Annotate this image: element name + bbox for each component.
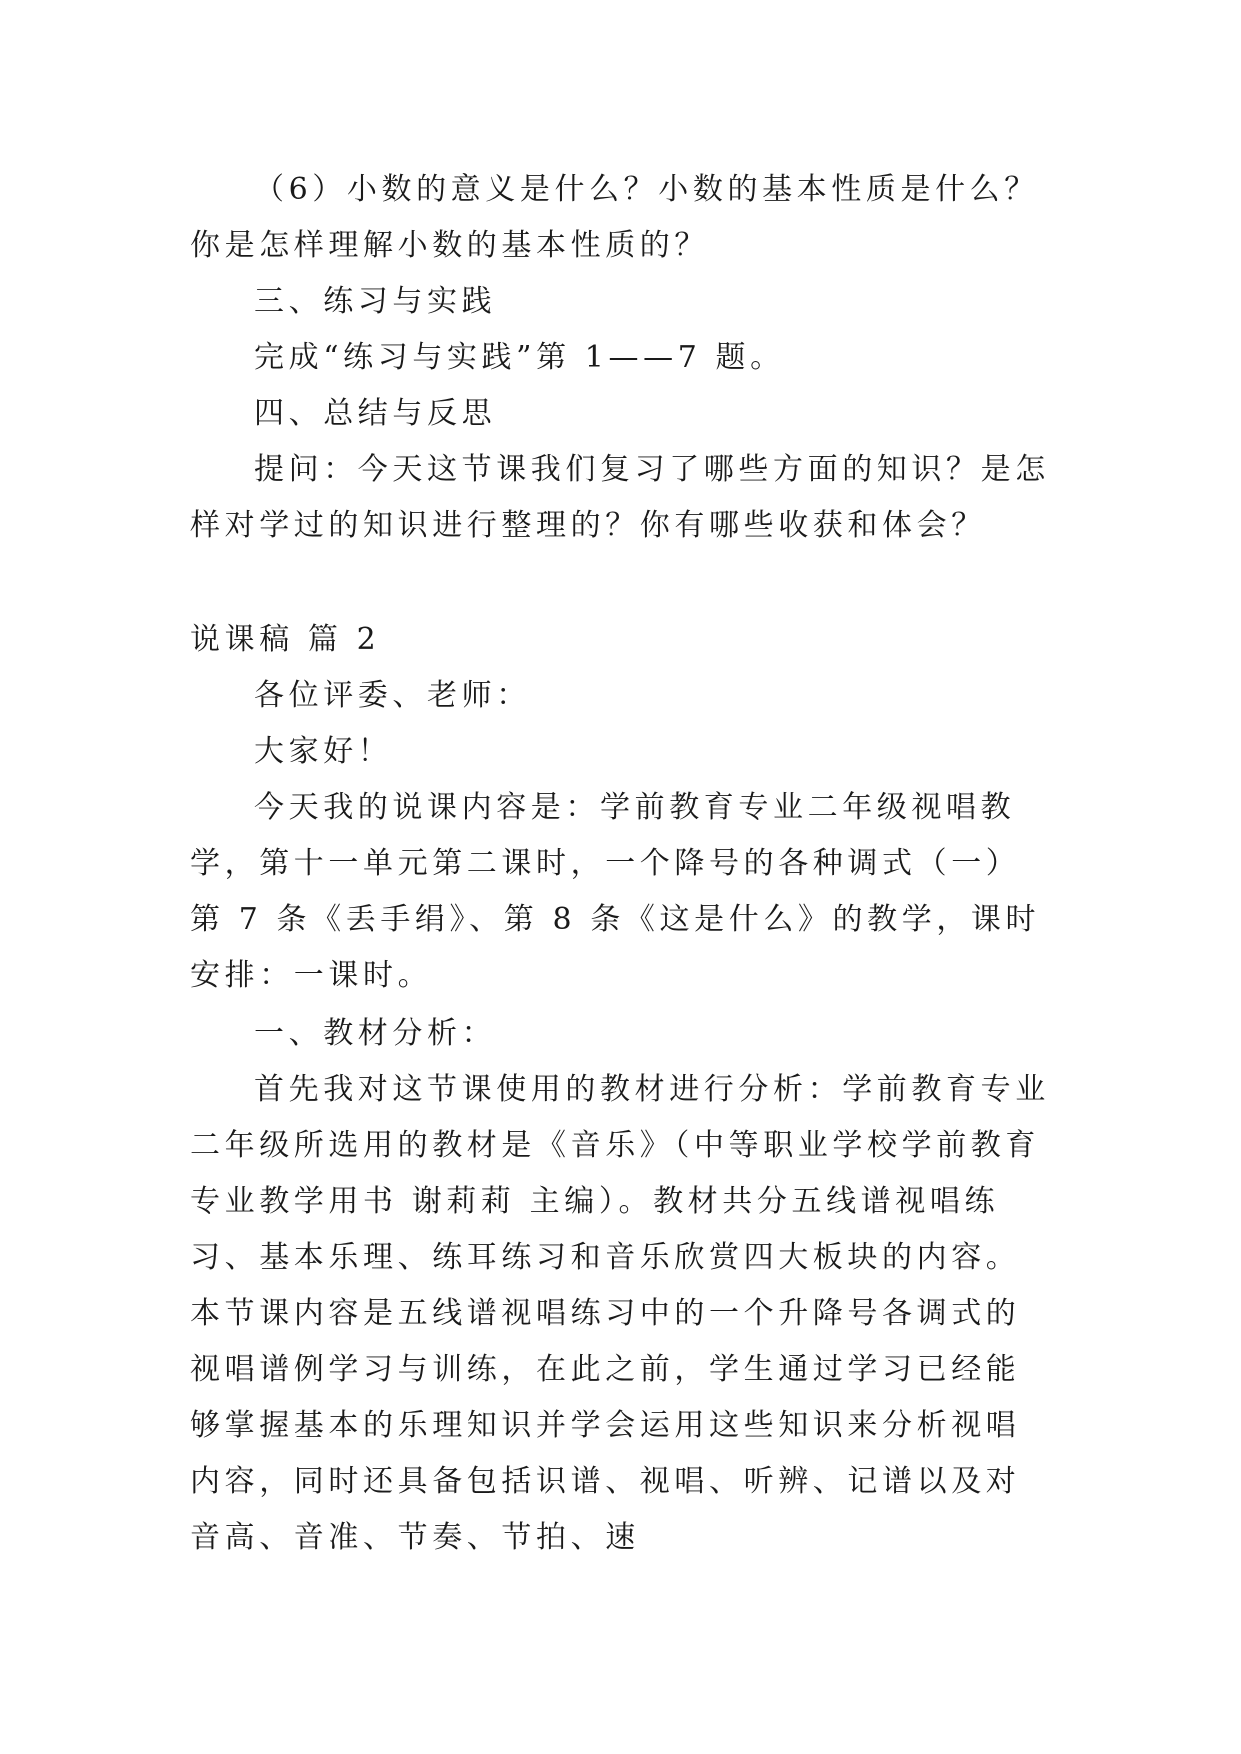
paragraph-reflection-question: 提问：今天这节课我们复习了哪些方面的知识？是怎样对学过的知识进行整理的？你有哪些收获和体会？	[190, 452, 1050, 543]
section-title: 说课稿 篇 2	[190, 622, 381, 657]
paragraph-hello: 大家好！	[254, 734, 393, 769]
paragraph-intro: 今天我的说课内容是：学前教育专业二年级视唱教学，第十一单元第二课时，一个降号的各种调式（一）第 7 条《丢手绢》、第 8 条《这是什么》的教学，课时安排：一课时。	[190, 790, 1041, 993]
heading-textbook-analysis: 一、教材分析：	[254, 1016, 497, 1051]
paragraph-textbook-analysis: 首先我对这节课使用的教材进行分析：学前教育专业二年级所选用的教材是《音乐》（中等职业学校学前教育专业教学用书 谢莉莉 主编）。教材共分五线谱视唱练习、基本乐理、练耳练习和音乐欣赏四大板块的内容。本节课内容是五线谱视唱练习中的一个升降号各调式的视唱谱例学习与训练，在此之前，学生通过学习已经能够掌握基本的乐理知识并学会运用这些知识来分析视唱内容，同时还具备包括识谱、视唱、听辨、记谱以及对音高、音准、节奏、节拍、速	[190, 1072, 1050, 1555]
paragraph-greeting: 各位评委、老师：	[254, 678, 531, 713]
paragraph-practice-task: 完成“练习与实践”第 1——7 题。	[254, 340, 785, 375]
heading-practice: 三、练习与实践	[254, 284, 497, 319]
paragraph-question-6: （6）小数的意义是什么？小数的基本性质是什么？你是怎样理解小数的基本性质的？	[190, 172, 1039, 263]
heading-summary: 四、总结与反思	[254, 396, 497, 431]
